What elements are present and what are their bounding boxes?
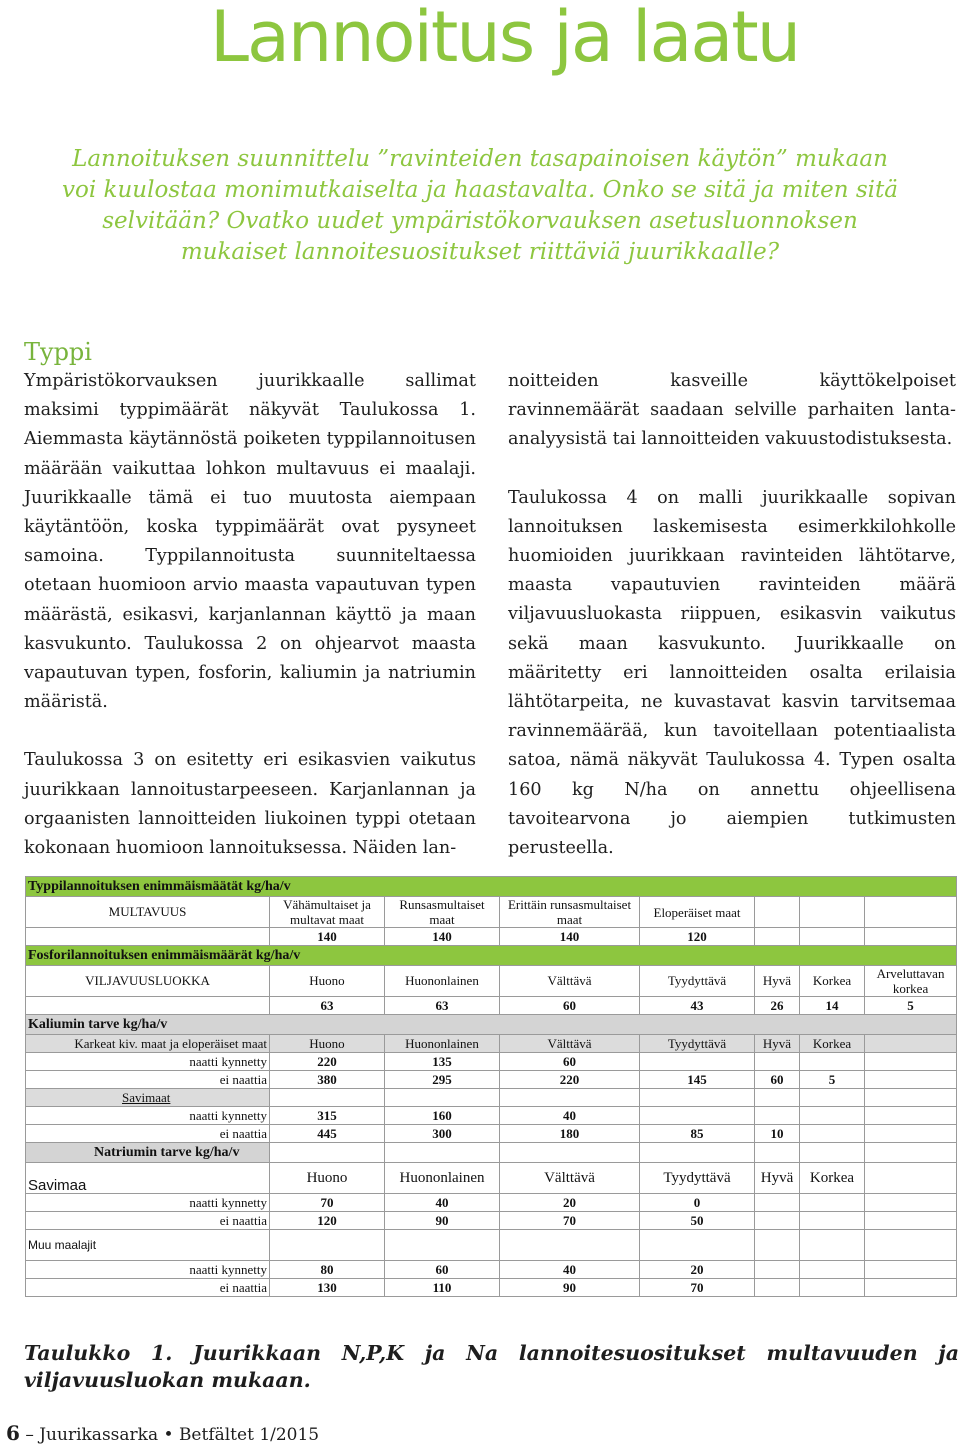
table-cell: 70 xyxy=(500,1212,640,1230)
table-header-cell: Tyydyttävä xyxy=(640,966,755,997)
row-label: ei naattia xyxy=(26,1071,270,1089)
phosphorus-section-title: Fosforilannoituksen enimmäismäärät kg/ha/v xyxy=(26,946,957,966)
table-row xyxy=(26,1035,957,1053)
table-header-cell: Huononlainen xyxy=(385,966,500,997)
table-cell: 5 xyxy=(865,997,957,1015)
table-cell: 70 xyxy=(640,1279,755,1297)
table-row xyxy=(26,1163,957,1194)
table-header-cell: Korkea xyxy=(800,1035,865,1053)
table-cell: 0 xyxy=(640,1194,755,1212)
section-heading: Typpi xyxy=(24,338,92,366)
table-cell: 50 xyxy=(640,1212,755,1230)
table-row xyxy=(26,1279,957,1297)
multavuus-label: MULTAVUUS xyxy=(26,897,270,928)
table-cell: 90 xyxy=(385,1212,500,1230)
table-section-header xyxy=(26,1015,957,1035)
page-footer xyxy=(6,1421,319,1445)
table-header-cell: Huononlainen xyxy=(385,1035,500,1053)
soil-type-label: Muu maalajit xyxy=(26,1230,270,1261)
table-header-cell: Runsasmultaiset maat xyxy=(385,897,500,928)
table-cell: 140 xyxy=(270,928,385,946)
publication-name: Juurikassarka xyxy=(39,1425,159,1445)
table-header-cell: Korkea xyxy=(800,1163,865,1194)
row-label: ei naattia xyxy=(26,1125,270,1143)
table-cell: 120 xyxy=(270,1212,385,1230)
table-cell: 5 xyxy=(800,1071,865,1089)
row-label: naatti kynnetty xyxy=(26,1194,270,1212)
table-cell: 180 xyxy=(500,1125,640,1143)
footer-dash: – xyxy=(25,1425,34,1445)
table-header-cell: Vähämultaiset ja multavat maat xyxy=(270,897,385,928)
table-cell: 14 xyxy=(800,997,865,1015)
table-header-cell: Eloperäiset maat xyxy=(640,897,755,928)
table-cell: 70 xyxy=(270,1194,385,1212)
table-cell: 63 xyxy=(385,997,500,1015)
table-cell: 60 xyxy=(500,1053,640,1071)
potassium-section-title: Kaliumin tarve kg/ha/v xyxy=(26,1015,957,1035)
table-cell: 295 xyxy=(385,1071,500,1089)
text-column-left xyxy=(24,367,476,863)
row-label: naatti kynnetty xyxy=(26,1053,270,1071)
table-header-cell: Huono xyxy=(270,1035,385,1053)
fertilization-table xyxy=(25,876,957,1297)
table-cell: 90 xyxy=(500,1279,640,1297)
table-header-cell: Arveluttavan korkea xyxy=(865,966,957,997)
table-header-cell: Hyvä xyxy=(755,1163,800,1194)
table-row xyxy=(26,1194,957,1212)
table-header-cell: Tyydyttävä xyxy=(640,1163,755,1194)
table-row xyxy=(26,1107,957,1125)
table-cell: 43 xyxy=(640,997,755,1015)
table-cell: 220 xyxy=(500,1071,640,1089)
table-cell: 85 xyxy=(640,1125,755,1143)
table-row xyxy=(26,897,957,928)
table-cell: 110 xyxy=(385,1279,500,1297)
sodium-section-title: Natriumin tarve kg/ha/v xyxy=(26,1143,270,1163)
row-label: naatti kynnetty xyxy=(26,1261,270,1279)
table-section-header xyxy=(26,946,957,966)
table-cell: 80 xyxy=(270,1261,385,1279)
table-header-cell: Tyydyttävä xyxy=(640,1035,755,1053)
soil-type-label: Karkeat kiv. maat ja eloperäiset maat xyxy=(26,1035,270,1053)
table-cell: 380 xyxy=(270,1071,385,1089)
table-row xyxy=(26,1053,957,1071)
table-cell: 145 xyxy=(640,1071,755,1089)
table-header-cell: Välttävä xyxy=(500,1035,640,1053)
table-cell: 300 xyxy=(385,1125,500,1143)
nitrogen-section-title: Typpilannoituksen enimmäismäätät kg/ha/v xyxy=(26,877,957,897)
page-title: Lannoitus ja laatu xyxy=(210,0,800,78)
table-cell: 40 xyxy=(500,1107,640,1125)
table-cell: 135 xyxy=(385,1053,500,1071)
table-header-cell: Huono xyxy=(270,1163,385,1194)
paragraph: Taulukossa 3 on esitetty eri esikasvien vaikutus juurikkaan lannoitustarpeeseen. Karjanlannan ja orgaanisten lannoitteiden liukoinen typpi otetaan kokonaan huomioon lannoituksessa. Näiden lan- xyxy=(24,750,476,859)
table-cell: 140 xyxy=(500,928,640,946)
table-row xyxy=(26,1261,957,1279)
soil-type-label: Savimaat xyxy=(26,1089,270,1107)
page-number: 6 xyxy=(6,1421,20,1445)
table-header-cell: Välttävä xyxy=(500,1163,640,1194)
paragraph: Ympäristökorvauksen juurikkaalle sallimat maksimi typpimäärät näkyvät Taulukossa 1. Aiemmasta käytännöstä poiketen typpilannoitusen määrään vaikuttaa lohkon multavuus ei maalaji. Juurikkaalle tämä ei tuo muutosta aiempaan käytäntöön, koska typpimäärät ovat pysyneet samoina. Typpilannoitusta suunniteltaessa otetaan huomioon arvio maasta vapautuvan typen määrästä, esikasvi, karjanlannan käyttö ja maan kasvukunto. Taulukossa 2 on ohjearvot maasta vapautuvan typen, fosforin, kaliumin ja natriumin määristä. xyxy=(24,371,476,713)
viljavuusluokka-label: VILJAVUUSLUOKKA xyxy=(26,966,270,997)
row-label: naatti kynnetty xyxy=(26,1107,270,1125)
lead-paragraph: Lannoituksen suunnittelu ”ravinteiden tasapainoisen käytön” mukaan voi kuulostaa monimutkaiselta ja haastavalta. Onko se sitä ja miten sitä selvitään? Ovatko uudet ympäristökorvauksen asetusluonnoksen mukaiset lannoitesuositukset riittäviä juurikkaalle? xyxy=(62,146,898,265)
table-header-cell: Hyvä xyxy=(755,1035,800,1053)
row-label: ei naattia xyxy=(26,1212,270,1230)
table-row xyxy=(26,1212,957,1230)
table-cell: 40 xyxy=(500,1261,640,1279)
table-cell: 60 xyxy=(755,1071,800,1089)
table-row xyxy=(26,928,957,946)
table-cell: 445 xyxy=(270,1125,385,1143)
table-header-cell: Huono xyxy=(270,966,385,997)
table-header-cell: Välttävä xyxy=(500,966,640,997)
table-cell: 120 xyxy=(640,928,755,946)
table-cell: 40 xyxy=(385,1194,500,1212)
table-section-header xyxy=(26,877,957,897)
row-label: ei naattia xyxy=(26,1279,270,1297)
table-cell: 26 xyxy=(755,997,800,1015)
table-cell: 20 xyxy=(640,1261,755,1279)
table-cell: 315 xyxy=(270,1107,385,1125)
table-section-header xyxy=(26,1143,957,1163)
table-header-cell: Korkea xyxy=(800,966,865,997)
text-column-right xyxy=(508,367,956,863)
table-row xyxy=(26,1071,957,1089)
table-cell: 220 xyxy=(270,1053,385,1071)
table-cell: 20 xyxy=(500,1194,640,1212)
table-cell: 160 xyxy=(385,1107,500,1125)
paragraph: Taulukossa 4 on malli juurikkaalle sopivan lannoituksen laskemisesta esimerkkilohkolle huomioiden juurikkaan ravinteiden lähtötarve, maasta vapautuvien ravinteiden määrä viljavuusluokasta riippuen, esikasvin vaikutus sekä maan kasvukunto. Juurikkaalle on määritetty eri lannoitteiden osalta erilaisia lähtötarpeita, ne kuvastavat kasvin tarvitsemaa ravinnemäärää, kun tavoitellaan potentiaalista satoa, nämä näkyvät Taulukossa 4. Typen osalta 160 kg N/ha on annettu ohjeellisena tavoitearvona jo aiempien tutkimusten perusteella. xyxy=(508,487,956,859)
table-header-cell: Huononlainen xyxy=(385,1163,500,1194)
table-cell: 63 xyxy=(270,997,385,1015)
table-row xyxy=(26,1125,957,1143)
soil-type-label: Savimaa xyxy=(26,1163,270,1194)
table-cell: 10 xyxy=(755,1125,800,1143)
table-caption: Taulukko 1. Juurikkaan N,P,K ja Na lannoitesuositukset multavuuden ja viljavuusluokan mukaan. xyxy=(24,1341,959,1392)
table-row xyxy=(26,997,957,1015)
table-row xyxy=(26,1089,957,1107)
table-cell: 140 xyxy=(385,928,500,946)
table-header-cell: Hyvä xyxy=(755,966,800,997)
paragraph: noitteiden kasveille käyttökelpoiset ravinnemäärät saadaan selville parhaiten lanta-analyysistä tai lannoitteiden vakuustodistuksesta. xyxy=(508,371,956,450)
table-cell: 130 xyxy=(270,1279,385,1297)
table-header-cell: Erittäin runsasmultaiset maat xyxy=(500,897,640,928)
table-cell: 60 xyxy=(385,1261,500,1279)
bullet-separator: • xyxy=(163,1425,174,1445)
table-row xyxy=(26,1230,957,1261)
issue-label: Betfältet 1/2015 xyxy=(178,1425,320,1445)
table-cell: 60 xyxy=(500,997,640,1015)
table-row xyxy=(26,966,957,997)
